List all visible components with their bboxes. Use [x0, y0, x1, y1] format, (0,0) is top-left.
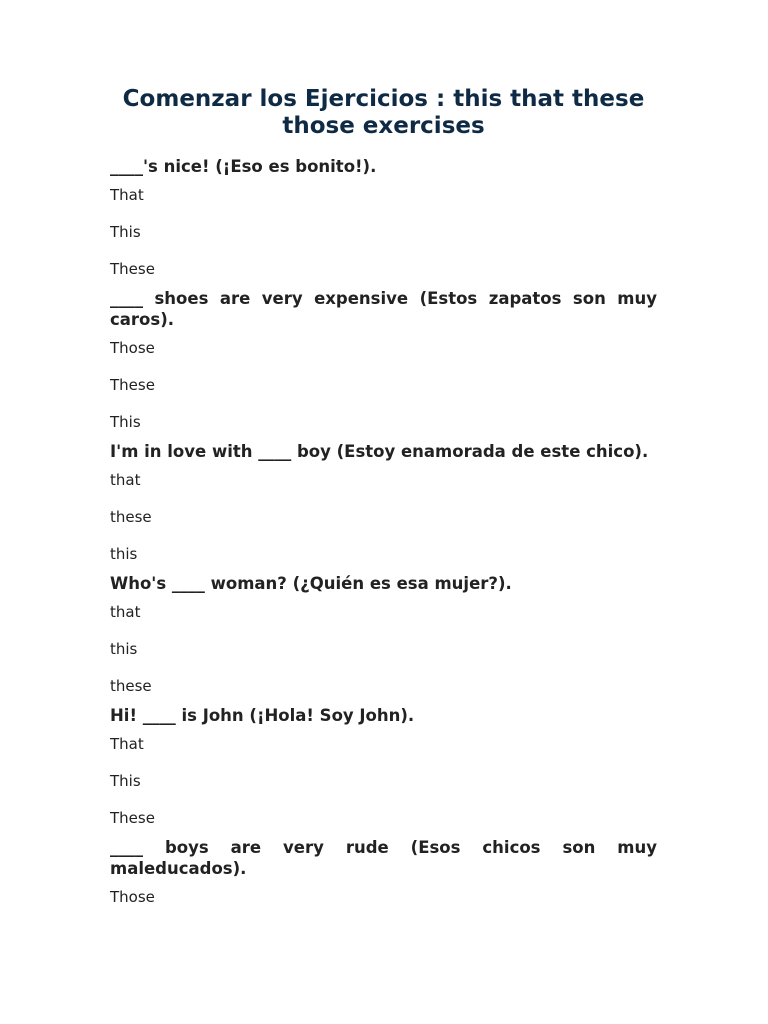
answer-option[interactable]: this	[110, 640, 138, 658]
question-1	[110, 156, 657, 278]
answer-option[interactable]: This	[110, 223, 141, 241]
question-prompt: Who's ____ woman? (¿Quién es esa mujer?).	[110, 574, 512, 593]
answer-option[interactable]: this	[110, 545, 138, 563]
page-title: Comenzar los Ejercicios : this that these those exercises	[122, 86, 645, 139]
question-prompt: I'm in love with ____ boy (Estoy enamorada de este chico).	[110, 442, 649, 461]
answer-options	[110, 735, 657, 827]
answer-option[interactable]: That	[110, 735, 144, 753]
answer-options	[110, 339, 657, 431]
answer-options	[110, 603, 657, 695]
answer-option[interactable]: This	[110, 413, 141, 431]
answer-option[interactable]: that	[110, 603, 141, 621]
question-list	[110, 156, 657, 906]
answer-option[interactable]: These	[110, 260, 155, 278]
answer-option[interactable]: these	[110, 508, 152, 526]
question-prompt: Hi! ____ is John (¡Hola! Soy John).	[110, 706, 415, 725]
answer-option[interactable]: These	[110, 376, 155, 394]
answer-option[interactable]: Those	[110, 888, 155, 906]
answer-option[interactable]: these	[110, 677, 152, 695]
answer-option[interactable]: This	[110, 772, 141, 790]
question-4	[110, 573, 657, 695]
answer-options	[110, 888, 657, 906]
answer-option[interactable]: that	[110, 471, 141, 489]
question-prompt: ____ shoes are very expensive (Estos zapatos son muy caros).	[110, 289, 657, 329]
answer-option[interactable]: These	[110, 809, 155, 827]
question-6	[110, 837, 657, 906]
question-prompt: ____'s nice! (¡Eso es bonito!).	[110, 157, 377, 176]
question-3	[110, 441, 657, 563]
question-2	[110, 288, 657, 431]
answer-option[interactable]: That	[110, 186, 144, 204]
question-5	[110, 705, 657, 827]
answer-option[interactable]: Those	[110, 339, 155, 357]
answer-options	[110, 186, 657, 278]
question-prompt: ____ boys are very rude (Esos chicos son muy maleducados).	[110, 838, 657, 878]
answer-options	[110, 471, 657, 563]
